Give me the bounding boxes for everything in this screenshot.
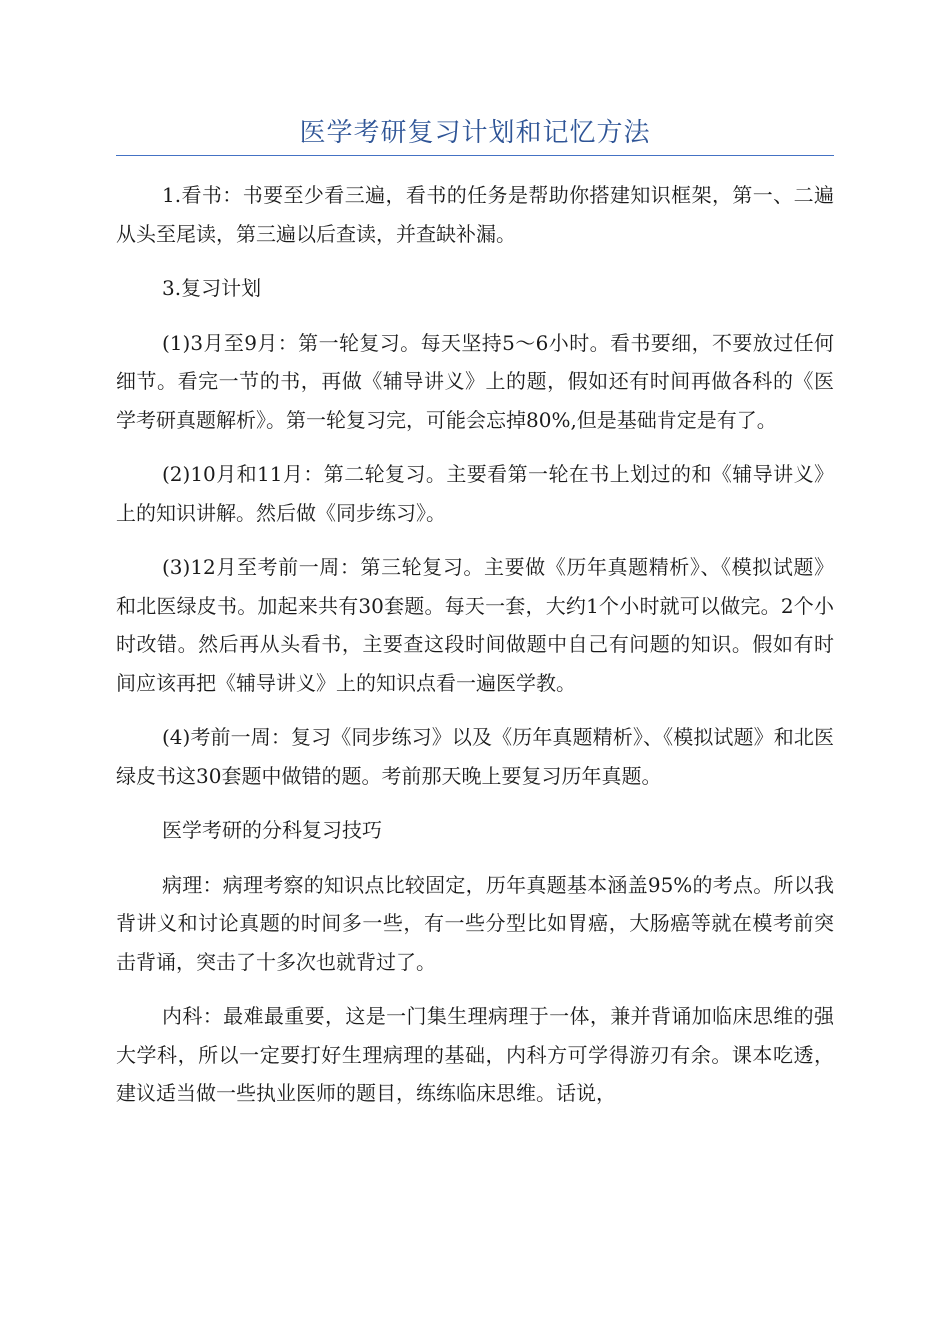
paragraph-pathology: 病理：病理考察的知识点比较固定，历年真题基本涵盖95%的考点。所以我背讲义和讨论真题的时间多一些，有一些分型比如胃癌，大肠癌等就在模考前突击背诵，突击了十多次也就背过了。 — [116, 872, 834, 974]
paragraph-final-week: (4)考前一周：复习《同步练习》以及《历年真题精析》、《模拟试题》和北医绿皮书这30套题中做错的题。考前那天晚上要复习历年真题。 — [116, 725, 834, 788]
paragraph-third-round: (3)12月至考前一周：第三轮复习。主要做《历年真题精析》、《模拟试题》和北医绿皮书。加起来共有30套题。每天一套，大约1个小时就可以做完。2个小时改错。然后再从头看书，主要查这段时间做题中自己有问题的知识。假如有时间应该再把《辅导讲义》上的知识点看一遍医学教。 — [116, 555, 834, 695]
paragraph-reading-method: 1.看书：书要至少看三遍，看书的任务是帮助你搭建知识框架，第一、二遍从头至尾读，第三遍以后查读，并查缺补漏。 — [116, 183, 834, 246]
paragraph-internal-medicine: 内科：最难最重要，这是一门集生理病理于一体，兼并背诵加临床思维的强大学科，所以一定要打好生理病理的基础，内科方可学得游刃有余。课本吃透，建议适当做一些执业医师的题目，练练临床思维。话说， — [116, 1004, 834, 1105]
paragraph-subject-tips-heading: 医学考研的分科复习技巧 — [162, 818, 382, 842]
title-underline — [116, 155, 834, 156]
paragraph-review-plan-heading: 3.复习计划 — [162, 276, 262, 300]
document-body — [116, 176, 834, 1129]
paragraph-first-round: (1)3月至9月：第一轮复习。每天坚持5～6小时。看书要细，不要放过任何细节。看完一节的书，再做《辅导讲义》上的题，假如还有时间再做各科的《医学考研真题解析》。第一轮复习完，可能会忘掉80%,但是基础肯定是有了。 — [116, 330, 834, 432]
paragraph-second-round: (2)10月和11月：第二轮复习。主要看第一轮在书上划过的和《辅导讲义》上的知识讲解。然后做《同步练习》。 — [116, 462, 834, 525]
document-title: 医学考研复习计划和记忆方法 — [299, 118, 651, 148]
